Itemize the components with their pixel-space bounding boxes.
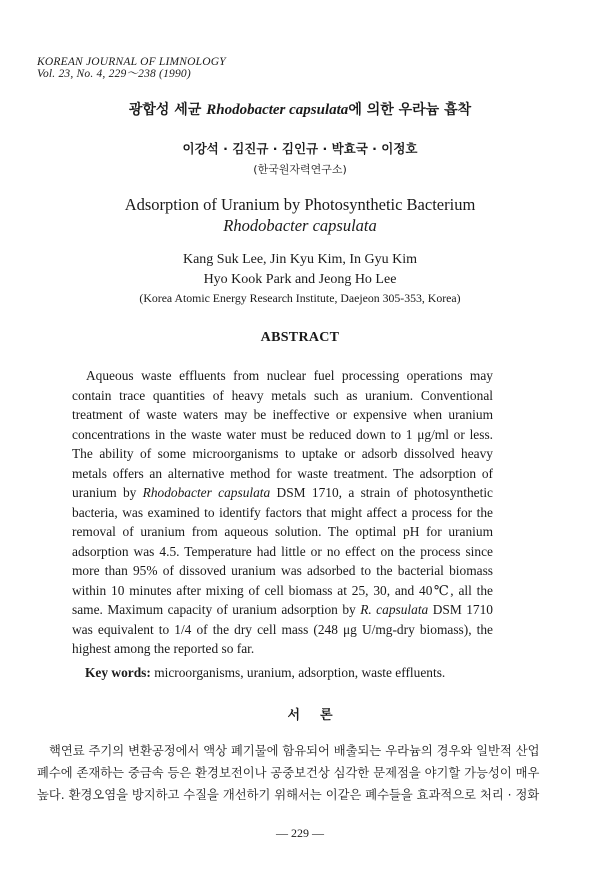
korean-body-line: 폐수에 존재하는 중금속 등은 환경보전이나 공중보건상 심각한 문제점을 야기할 가능성이 매우 (37, 766, 540, 780)
abstract-text-2: DSM 1710, a strain of photosynthetic bacteria, was examined to identify factors that might affect a process for the removal of uranium from aqueous solution. The optimal pH for uranium adsorption was 4.5. Temperature had little or no effect on the process since more than 95% of dissoved uranium was adsorbed to the bacterial biomass within 10 minutes after mixing of cell biomass at 25, 30, and 40℃, all the same. Maximum capacity of uranium adsorption by (72, 485, 493, 617)
korean-body-line: 핵연료 주기의 변환공정에서 액상 폐기물에 함유되어 배출되는 우라늄의 경우와 일반적 산업 (49, 744, 540, 758)
korean-title-post: 에 의한 우라늄 흡착 (348, 102, 472, 118)
abstract-body (72, 366, 493, 659)
korean-title (0, 99, 600, 119)
page-number: — 229 — (276, 826, 324, 840)
english-title-line2: Rhodobacter capsulata (223, 216, 377, 235)
korean-body-line: 높다. 환경오염을 방지하고 수질을 개선하기 위해서는 이같은 폐수들을 효과적으로 처리 · 정화 (37, 788, 540, 802)
keywords (85, 665, 445, 681)
english-authors (0, 250, 600, 290)
abstract-text-3: DSM 1710 was equivalent to 1/4 of the dry cell mass (248 μg U/mg-dry biomass), the highest among the reported so far. (72, 602, 493, 656)
abstract-text-1: Aqueous waste effluents from nuclear fuel processing operations may contain trace quantities of heavy metals such as uranium. Conventional treatment of waste waters may be ineffective or expensive when uranium concentrations in the waste water must be reduced down to 1 μg/ml or less. The ability of some microorganisms to uptake or adsorb dissolved heavy metals offers an alternative method for waste treatment. The adsorption of uranium by (72, 368, 493, 500)
korean-authors: 이강석 · 김진규 · 김인규 · 박효국 · 이정호 (182, 141, 418, 156)
journal-citation: Vol. 23, No. 4, 229～238 (1990) (37, 68, 191, 80)
journal-name: KOREAN JOURNAL OF LIMNOLOGY (37, 56, 226, 68)
korean-title-pre: 광합성 세균 (128, 102, 207, 118)
abstract-species-2: R. capsulata (360, 602, 429, 617)
english-title-line1: Adsorption of Uranium by Photosynthetic Bacterium (124, 195, 476, 214)
english-title (0, 194, 600, 236)
korean-title-species: Rhodobacter capsulata (206, 102, 349, 118)
english-authors-line1: Kang Suk Lee, Jin Kyu Kim, In Gyu Kim (182, 252, 418, 267)
korean-body-paragraph (37, 740, 563, 806)
keywords-text: microorganisms, uranium, adsorption, waste effluents. (150, 665, 446, 680)
abstract-species-1: Rhodobacter capsulata (142, 485, 271, 500)
journal-header (37, 56, 226, 80)
section-heading: 서론 (287, 708, 353, 723)
abstract-heading: ABSTRACT (260, 330, 340, 345)
english-institute: (Korea Atomic Energy Research Institute, Daejeon 305-353, Korea) (139, 291, 461, 305)
korean-institute: (한국원자력연구소) (253, 163, 347, 176)
english-authors-line2: Hyo Kook Park and Jeong Ho Lee (203, 272, 397, 287)
keywords-label: Key words: (85, 665, 151, 680)
